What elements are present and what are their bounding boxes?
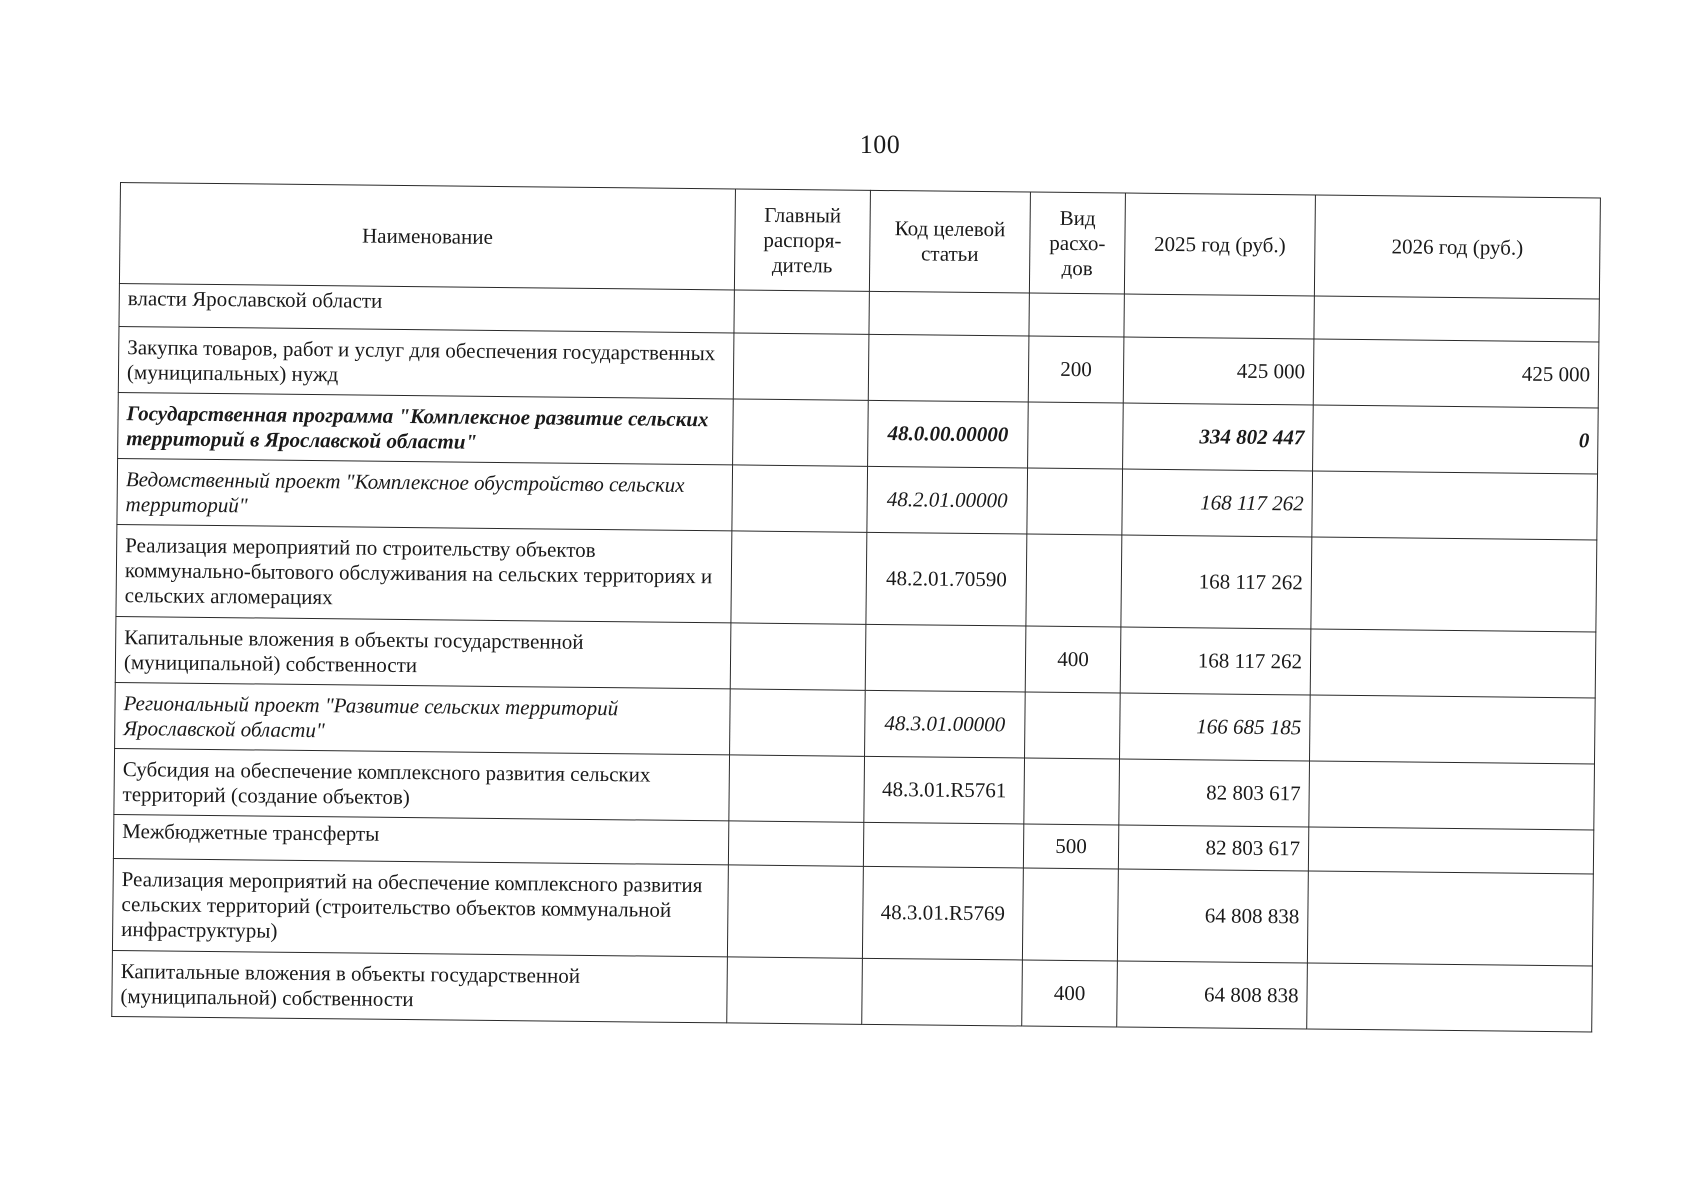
cell-name: Субсидия на обеспечение комплексного развития сельских территорий (создание объектов) xyxy=(114,748,730,820)
table-row xyxy=(116,524,1597,631)
cell-code: 48.0.00.00000 xyxy=(868,400,1029,468)
cell-2025: 334 802 447 xyxy=(1123,403,1314,471)
cell-2025: 82 803 617 xyxy=(1119,759,1310,827)
cell-2025: 166 685 185 xyxy=(1120,693,1311,761)
budget-table-container xyxy=(111,182,1600,1032)
cell-2025: 168 117 262 xyxy=(1121,535,1312,629)
cell-type xyxy=(1027,468,1123,535)
cell-manager xyxy=(730,689,866,756)
cell-2026 xyxy=(1310,629,1596,698)
cell-name: власти Ярославской области xyxy=(119,283,734,332)
cell-type xyxy=(1022,868,1118,961)
cell-2025: 168 117 262 xyxy=(1122,469,1313,537)
page-number: 100 xyxy=(859,130,901,159)
cell-type: 400 xyxy=(1025,626,1121,693)
cell-2026 xyxy=(1311,537,1597,632)
cell-name: Межбюджетные трансферты xyxy=(113,814,728,864)
cell-type xyxy=(1029,293,1124,337)
cell-2025: 64 808 838 xyxy=(1117,869,1308,963)
cell-name: Региональный проект "Развитие сельских территорий Ярославской области" xyxy=(115,682,731,754)
cell-2026 xyxy=(1309,761,1595,830)
cell-code xyxy=(869,291,1029,336)
cell-2026 xyxy=(1307,871,1593,966)
cell-manager xyxy=(727,865,863,958)
cell-name: Капитальные вложения в объекты государственной (муниципальной) собственности xyxy=(112,950,728,1022)
cell-code: 48.2.01.70590 xyxy=(866,532,1027,626)
cell-2026 xyxy=(1310,695,1596,764)
header-2025: 2025 год (руб.) xyxy=(1124,193,1315,296)
cell-2025: 425 000 xyxy=(1123,337,1314,405)
cell-type xyxy=(1024,758,1120,825)
cell-manager xyxy=(734,290,869,334)
cell-2026 xyxy=(1307,963,1593,1032)
cell-manager xyxy=(733,333,869,400)
cell-manager xyxy=(731,531,867,624)
cell-code: 48.3.01.R5769 xyxy=(862,866,1023,960)
cell-type xyxy=(1028,402,1124,469)
cell-code: 48.3.01.R5761 xyxy=(864,756,1025,824)
cell-type: 400 xyxy=(1022,960,1118,1027)
cell-2026: 425 000 xyxy=(1313,339,1599,408)
cell-type xyxy=(1026,534,1122,627)
cell-2025: 64 808 838 xyxy=(1117,961,1308,1029)
cell-name: Капитальные вложения в объекты государственной (муниципальной) собственности xyxy=(115,616,731,688)
cell-2025: 168 117 262 xyxy=(1120,627,1311,695)
cell-manager xyxy=(729,755,865,822)
cell-name: Закупка товаров, работ и услуг для обеспечения государственных (муниципальных) нужд xyxy=(118,326,734,398)
header-manager: Главный распоря-дитель xyxy=(734,189,870,291)
cell-code xyxy=(862,958,1023,1026)
header-code: Код целевой статьи xyxy=(869,190,1030,293)
cell-2026: 0 xyxy=(1313,405,1599,474)
cell-manager xyxy=(727,957,863,1024)
cell-2025 xyxy=(1124,294,1314,339)
cell-name: Государственная программа "Комплексное развитие сельских территорий в Ярославской области" xyxy=(118,392,734,464)
cell-2025: 82 803 617 xyxy=(1118,825,1308,871)
cell-2026 xyxy=(1312,471,1598,540)
cell-name: Реализация мероприятий по строительству объектов коммунально-бытового обслуживания на сельских территориях и сельских агломерациях xyxy=(116,524,732,622)
cell-manager xyxy=(730,623,866,690)
cell-manager xyxy=(728,821,863,866)
table-row xyxy=(112,950,1593,1031)
cell-manager xyxy=(732,465,868,532)
cell-manager xyxy=(733,399,869,466)
cell-type: 200 xyxy=(1028,336,1124,403)
budget-table xyxy=(111,182,1601,1032)
cell-code xyxy=(865,624,1026,692)
cell-2026 xyxy=(1308,827,1593,874)
header-name: Наименование xyxy=(119,183,735,290)
cell-code: 48.2.01.00000 xyxy=(867,466,1028,534)
cell-code xyxy=(863,822,1023,868)
cell-code xyxy=(868,334,1029,402)
cell-type: 500 xyxy=(1023,824,1118,869)
header-expense-type: Вид расхо-дов xyxy=(1029,192,1125,294)
header-2026: 2026 год (руб.) xyxy=(1314,195,1600,299)
cell-type xyxy=(1025,692,1121,759)
cell-name: Ведомственный проект "Комплексное обустройство сельских территорий" xyxy=(117,458,733,530)
cell-2026 xyxy=(1314,296,1599,342)
table-row xyxy=(112,858,1593,965)
cell-code: 48.3.01.00000 xyxy=(865,690,1026,758)
table-header-row xyxy=(119,183,1600,299)
cell-name: Реализация мероприятий на обеспечение комплексного развития сельских территорий (строительство объектов коммунальной инфраструктуры) xyxy=(112,858,728,956)
